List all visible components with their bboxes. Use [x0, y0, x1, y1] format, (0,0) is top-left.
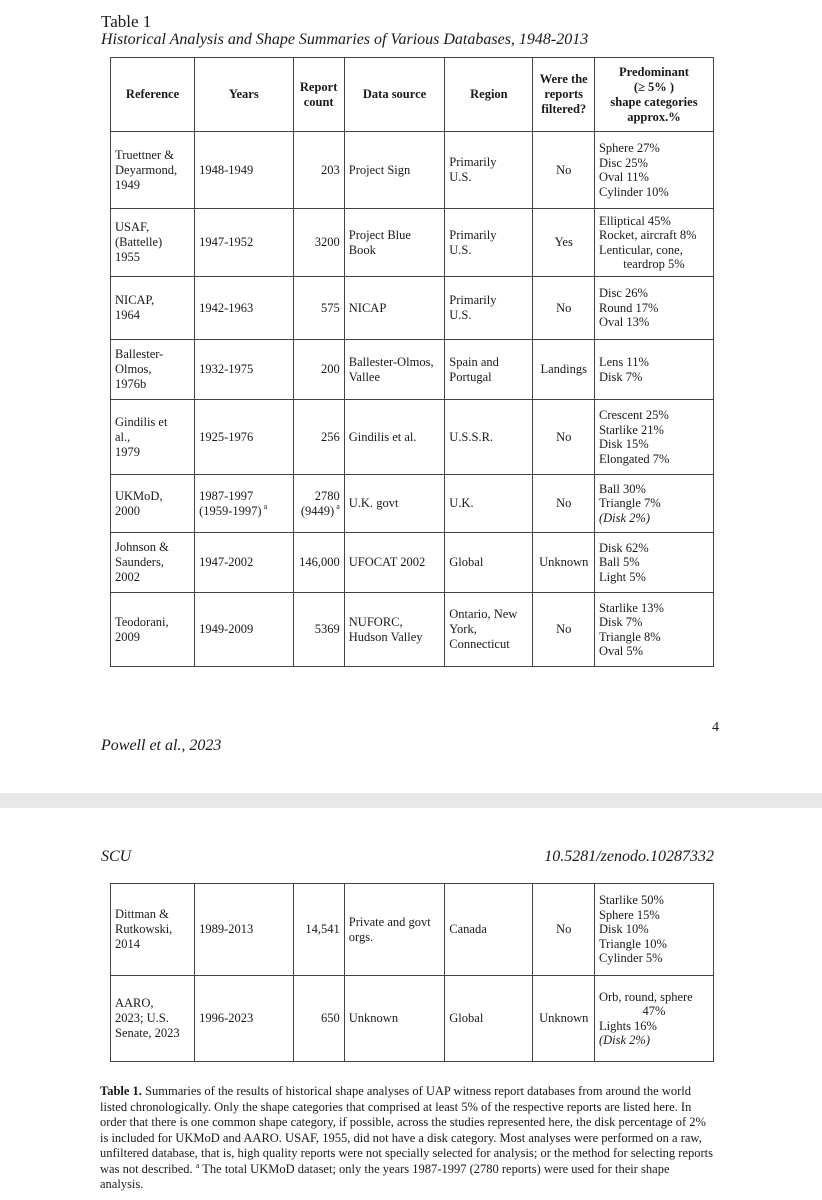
- region-cell-line: Primarily: [449, 227, 497, 242]
- reference-cell: [111, 209, 195, 277]
- shape-categories-cell-line: teardrop 5%: [623, 257, 685, 271]
- filtered-cell-line: No: [556, 496, 572, 510]
- filtered-cell: [533, 340, 595, 400]
- page-2: [0, 808, 822, 1200]
- shape-categories-cell-line: Lens 11%: [598, 355, 649, 369]
- data-source-cell: [344, 593, 445, 667]
- region-cell: [445, 340, 533, 400]
- report-count-cell-line: 5369: [314, 622, 340, 636]
- shape-categories-cell: [594, 976, 713, 1062]
- reference-cell-line: Gindilis et: [115, 414, 168, 429]
- page-number: 4: [712, 720, 719, 735]
- header-filtered-line: filtered?: [541, 102, 587, 116]
- shape-categories-cell-line: Cylinder 10%: [598, 184, 669, 199]
- shape-categories-cell-line: (Disk 2%): [598, 510, 651, 525]
- years-cell-line: 1942-1963: [199, 300, 254, 315]
- table-row: [111, 533, 714, 593]
- shape-categories-cell: [594, 400, 713, 475]
- header-reference: Reference: [111, 58, 195, 132]
- reference-cell-line: 1979: [115, 444, 140, 459]
- reference-cell-line: Saunders,: [115, 555, 164, 569]
- region-cell-line: Connecticut: [449, 637, 510, 651]
- data-source-cell-line: Unknown: [348, 1011, 399, 1025]
- region-cell: [445, 132, 533, 209]
- header-shape-line: Predominant: [619, 64, 689, 79]
- region-cell: [445, 884, 533, 976]
- reference-cell-line: Rutkowski,: [115, 922, 173, 936]
- table-note-text: Summaries of the results of historical shape analyses of UAP witness report databases from around the world listed chronologically. Only the shape categories that comprised at least 5% of the respective reports are listed here. In order that there is one common shape category, if possible, across the studies represented here, the disk percentage of 2% is included for UKMoD and AARO. USAF, 1955, did not have a disk category. Most analyses were performed on a raw, unfiltered database, that is, high quality reports were not specially selected for analysis; or the method for selecting reports was not described.: [100, 1084, 714, 1176]
- footnote-mark: a: [336, 502, 340, 512]
- years-cell: [195, 132, 293, 209]
- table-title: Historical Analysis and Shape Summaries of Various Databases, 1948-2013: [101, 31, 589, 48]
- report-count-cell-line: 203: [321, 162, 340, 177]
- report-count-cell: [293, 475, 344, 533]
- region-cell: [445, 400, 533, 475]
- table-row: [111, 340, 714, 400]
- table-note-label: Table 1.: [100, 1084, 142, 1098]
- reference-cell-line: 2014: [115, 937, 140, 951]
- filtered-cell-line: Unknown: [539, 555, 589, 569]
- data-source-cell: [344, 400, 445, 475]
- region-cell-line: Primarily: [449, 155, 497, 169]
- filtered-cell: [533, 884, 595, 976]
- filtered-cell-line: No: [556, 300, 572, 315]
- data-source-cell-line: NUFORC,: [348, 614, 403, 629]
- shape-categories-cell-line: Rocket, aircraft 8%: [598, 228, 697, 242]
- footnote-mark: a: [195, 1160, 200, 1170]
- shape-categories-cell-line: Round 17%: [598, 300, 659, 315]
- shape-categories-cell-line: Lights 16%: [598, 1018, 657, 1033]
- report-count-cell: [293, 884, 344, 976]
- reference-cell-line: 1955: [115, 250, 140, 264]
- table-row: [111, 277, 714, 340]
- reference-cell-line: Dittman &: [115, 907, 169, 921]
- data-source-cell-line: Gindilis et al.: [348, 429, 417, 444]
- years-cell: [195, 475, 293, 533]
- shape-categories-cell-line: Starlike 21%: [598, 422, 664, 437]
- reference-cell: [111, 475, 195, 533]
- reference-cell-line: 2023; U.S.: [115, 1011, 169, 1025]
- report-count-cell: [293, 593, 344, 667]
- reference-cell-line: Johnson &: [115, 540, 169, 554]
- years-cell: [195, 277, 293, 340]
- shape-categories-cell: [594, 340, 713, 400]
- filtered-cell-line: No: [556, 429, 572, 444]
- table-row: [111, 976, 714, 1062]
- report-count-cell-line: 650: [321, 1011, 340, 1025]
- shape-categories-cell: [594, 277, 713, 340]
- header-report-count-line: count: [303, 94, 334, 109]
- shape-categories-cell: [594, 475, 713, 533]
- data-source-cell: [344, 475, 445, 533]
- data-source-cell-line: orgs.: [348, 929, 374, 944]
- data-source-cell-line: Book: [348, 242, 376, 257]
- reference-cell-line: 2000: [115, 503, 140, 518]
- table-row: [111, 209, 714, 277]
- reference-cell-line: Deyarmond,: [115, 162, 178, 177]
- years-cell: [195, 593, 293, 667]
- report-count-cell: [293, 340, 344, 400]
- shape-summary-table: [110, 57, 714, 667]
- table-note-footnote: The total UKMoD dataset; only the years 1987-1997 (2780 reports) were used for their shape analysis.: [100, 1161, 670, 1191]
- shape-categories-cell: [594, 884, 713, 976]
- reference-cell-line: Ballester-: [115, 347, 164, 361]
- shape-categories-cell-line: Oval 13%: [598, 315, 650, 330]
- table-label: Table 1: [101, 12, 152, 31]
- table-row: [111, 475, 714, 533]
- shape-categories-cell-line: Triangle 7%: [598, 496, 661, 511]
- reference-cell-line: 1964: [115, 308, 140, 322]
- shape-categories-cell-line: Oval 11%: [598, 170, 649, 184]
- reference-cell-line: 1949: [115, 177, 140, 192]
- header-region: Region: [445, 58, 533, 132]
- years-cell-line: 1947-1952: [199, 235, 254, 249]
- years-cell: [195, 533, 293, 593]
- shape-categories-cell-line: Disk 10%: [598, 922, 649, 937]
- report-count-cell-line: 575: [321, 300, 340, 315]
- shape-categories-cell-line: Disk 15%: [598, 437, 649, 451]
- reference-cell: [111, 340, 195, 400]
- region-cell-line: U.S.: [449, 242, 472, 257]
- shape-categories-cell-line: Starlike 50%: [598, 893, 664, 908]
- data-source-cell: [344, 132, 445, 209]
- years-cell: [195, 400, 293, 475]
- reference-cell-line: UKMoD,: [115, 488, 163, 503]
- reference-cell: [111, 976, 195, 1062]
- report-count-cell-line: (9449): [300, 503, 335, 518]
- report-count-cell: [293, 132, 344, 209]
- shape-categories-cell: [594, 209, 713, 277]
- filtered-cell-line: Unknown: [539, 1011, 589, 1025]
- shape-categories-cell-line: Elongated 7%: [598, 451, 670, 466]
- reference-cell: [111, 400, 195, 475]
- shape-categories-cell-line: Oval 5%: [598, 644, 644, 658]
- report-count-cell-line: 256: [321, 429, 340, 444]
- shape-categories-cell-line: Starlike 13%: [598, 600, 664, 615]
- years-cell-line: 1947-2002: [199, 555, 254, 569]
- table-body: [111, 132, 714, 667]
- shape-categories-cell: [594, 533, 713, 593]
- shape-categories-cell-line: 47%: [642, 1004, 666, 1018]
- reference-cell: [111, 132, 195, 209]
- years-cell-line: 1925-1976: [199, 429, 254, 444]
- region-cell-line: Primarily: [449, 293, 497, 307]
- filtered-cell: [533, 209, 595, 277]
- shape-categories-cell: [594, 593, 713, 667]
- region-cell-line: U.S.: [449, 308, 472, 322]
- region-cell-line: U.S.: [449, 170, 472, 184]
- data-source-cell-line: Project Blue: [348, 227, 411, 242]
- filtered-cell: [533, 593, 595, 667]
- report-count-cell-line: 14,541: [305, 922, 340, 936]
- table-row: [111, 400, 714, 475]
- report-count-cell-line: 2780: [314, 488, 340, 503]
- reference-cell-line: 1976b: [115, 377, 147, 391]
- reference-cell-line: Teodorani,: [115, 614, 169, 629]
- reference-cell: [111, 277, 195, 340]
- filtered-cell: [533, 533, 595, 593]
- years-cell: [195, 209, 293, 277]
- region-cell-line: Canada: [449, 922, 487, 936]
- data-source-cell-line: U.K. govt: [348, 496, 399, 510]
- shape-categories-cell-line: Sphere 15%: [598, 907, 660, 922]
- region-cell: [445, 209, 533, 277]
- reference-cell: [111, 884, 195, 976]
- shape-categories-cell-line: Cylinder 5%: [598, 951, 663, 966]
- years-cell-line: 1996-2023: [199, 1011, 254, 1025]
- report-count-cell: [293, 533, 344, 593]
- reference-cell-line: AARO,: [115, 996, 154, 1010]
- filtered-cell-line: Yes: [554, 235, 573, 249]
- filtered-cell-line: No: [556, 622, 572, 636]
- shape-categories-cell-line: Disk 62%: [598, 540, 649, 555]
- shape-categories-cell: [594, 132, 713, 209]
- shape-summary-table-continued: [110, 883, 714, 1062]
- report-count-cell: [293, 400, 344, 475]
- reference-cell-line: USAF,: [115, 220, 150, 234]
- data-source-cell: [344, 533, 445, 593]
- header-report-count-line: Report: [299, 79, 338, 94]
- data-source-cell-line: Project Sign: [348, 162, 411, 177]
- shape-categories-cell-line: Elliptical 45%: [598, 213, 671, 228]
- reference-cell-line: Senate, 2023: [115, 1026, 180, 1040]
- region-cell: [445, 277, 533, 340]
- table-row: [111, 884, 714, 976]
- data-source-cell-line: Vallee: [348, 369, 381, 384]
- data-source-cell: [344, 340, 445, 400]
- shape-categories-cell-line: Light 5%: [598, 569, 646, 584]
- footer-citation: Powell et al., 2023: [101, 737, 222, 754]
- header-years: Years: [195, 58, 293, 132]
- filtered-cell-line: Landings: [540, 362, 587, 376]
- report-count-cell: [293, 976, 344, 1062]
- report-count-cell: [293, 209, 344, 277]
- data-source-cell-line: Hudson Valley: [348, 629, 423, 644]
- region-cell-line: York,: [449, 622, 477, 636]
- filtered-cell: [533, 132, 595, 209]
- header-filtered-line: reports: [544, 87, 584, 101]
- header-filtered-line: Were the: [539, 72, 588, 86]
- shape-categories-cell-line: Crescent 25%: [598, 408, 669, 422]
- report-count-cell: [293, 277, 344, 340]
- data-source-cell: [344, 884, 445, 976]
- table-row: [111, 593, 714, 667]
- years-cell: [195, 976, 293, 1062]
- header-shape-line: approx.%: [627, 109, 681, 124]
- data-source-cell: [344, 976, 445, 1062]
- region-cell-line: Spain and: [449, 354, 499, 369]
- reference-cell-line: 2002: [115, 570, 140, 584]
- region-cell-line: U.K.: [449, 496, 474, 510]
- shape-categories-cell-line: Disc 25%: [598, 155, 648, 170]
- report-count-cell-line: 3200: [314, 235, 340, 249]
- reference-cell-line: (Battelle): [115, 235, 163, 249]
- header-filtered: [533, 58, 595, 132]
- table-row: [111, 132, 714, 209]
- data-source-cell: [344, 277, 445, 340]
- table-body-continued: [111, 884, 714, 1062]
- shape-categories-cell-line: Disk 7%: [598, 615, 643, 629]
- region-cell-line: Global: [449, 1011, 484, 1025]
- region-cell-line: Global: [449, 555, 484, 569]
- years-cell-line: 1932-1975: [199, 362, 254, 376]
- reference-cell-line: 2009: [115, 629, 140, 644]
- reference-cell-line: Truettner &: [115, 147, 174, 162]
- header-shape-line: (≥ 5% ): [633, 79, 675, 94]
- header-shape-categories: [594, 58, 713, 132]
- years-cell-line: 1987-1997: [199, 488, 254, 503]
- shape-categories-cell-line: Orb, round, sphere: [598, 989, 693, 1004]
- region-cell: [445, 533, 533, 593]
- shape-categories-cell-line: Sphere 27%: [598, 141, 660, 155]
- filtered-cell: [533, 475, 595, 533]
- years-cell: [195, 340, 293, 400]
- shape-categories-cell-line: (Disk 2%): [598, 1033, 651, 1047]
- years-cell: [195, 884, 293, 976]
- years-cell-line: 1949-2009: [199, 622, 254, 636]
- filtered-cell: [533, 277, 595, 340]
- reference-cell-line: NICAP,: [115, 293, 155, 307]
- years-cell-line: (1959-1997): [199, 503, 262, 518]
- header-report-count: [293, 58, 344, 132]
- shape-categories-cell-line: Triangle 10%: [598, 936, 667, 951]
- reference-cell: [111, 533, 195, 593]
- shape-categories-cell-line: Lenticular, cone,: [598, 242, 683, 257]
- years-cell-line: 1989-2013: [199, 922, 254, 936]
- report-count-cell-line: 200: [321, 362, 340, 376]
- filtered-cell: [533, 976, 595, 1062]
- data-source-cell-line: Private and govt: [348, 914, 431, 929]
- reference-cell-line: Olmos,: [115, 362, 152, 376]
- data-source-cell: [344, 209, 445, 277]
- header-shape-line: shape categories: [610, 94, 698, 109]
- table-note: [100, 1084, 716, 1193]
- data-source-cell-line: NICAP: [348, 300, 387, 315]
- shape-categories-cell-line: Ball 30%: [598, 481, 646, 496]
- reference-cell-line: al.,: [115, 429, 131, 444]
- table-header-row: [111, 58, 714, 132]
- data-source-cell-line: UFOCAT 2002: [348, 555, 426, 569]
- filtered-cell-line: No: [556, 162, 572, 177]
- reference-cell: [111, 593, 195, 667]
- footnote-mark: a: [263, 502, 268, 512]
- region-cell: [445, 593, 533, 667]
- filtered-cell-line: No: [556, 922, 572, 936]
- shape-categories-cell-line: Ball 5%: [598, 555, 640, 570]
- doi-header: 10.5281/zenodo.10287332: [544, 848, 714, 865]
- region-cell-line: U.S.S.R.: [449, 429, 494, 444]
- shape-categories-cell-line: Disc 26%: [598, 286, 648, 301]
- region-cell-line: Portugal: [449, 369, 492, 384]
- filtered-cell: [533, 400, 595, 475]
- region-cell: [445, 475, 533, 533]
- shape-categories-cell-line: Disk 7%: [598, 369, 643, 384]
- region-cell-line: Ontario, New: [449, 607, 518, 621]
- journal-header: SCU: [101, 848, 132, 865]
- report-count-cell-line: 146,000: [299, 555, 340, 569]
- years-cell-line: 1948-1949: [199, 162, 254, 177]
- data-source-cell-line: Ballester-Olmos,: [348, 354, 434, 369]
- header-data-source: Data source: [344, 58, 445, 132]
- region-cell: [445, 976, 533, 1062]
- shape-categories-cell-line: Triangle 8%: [598, 629, 661, 644]
